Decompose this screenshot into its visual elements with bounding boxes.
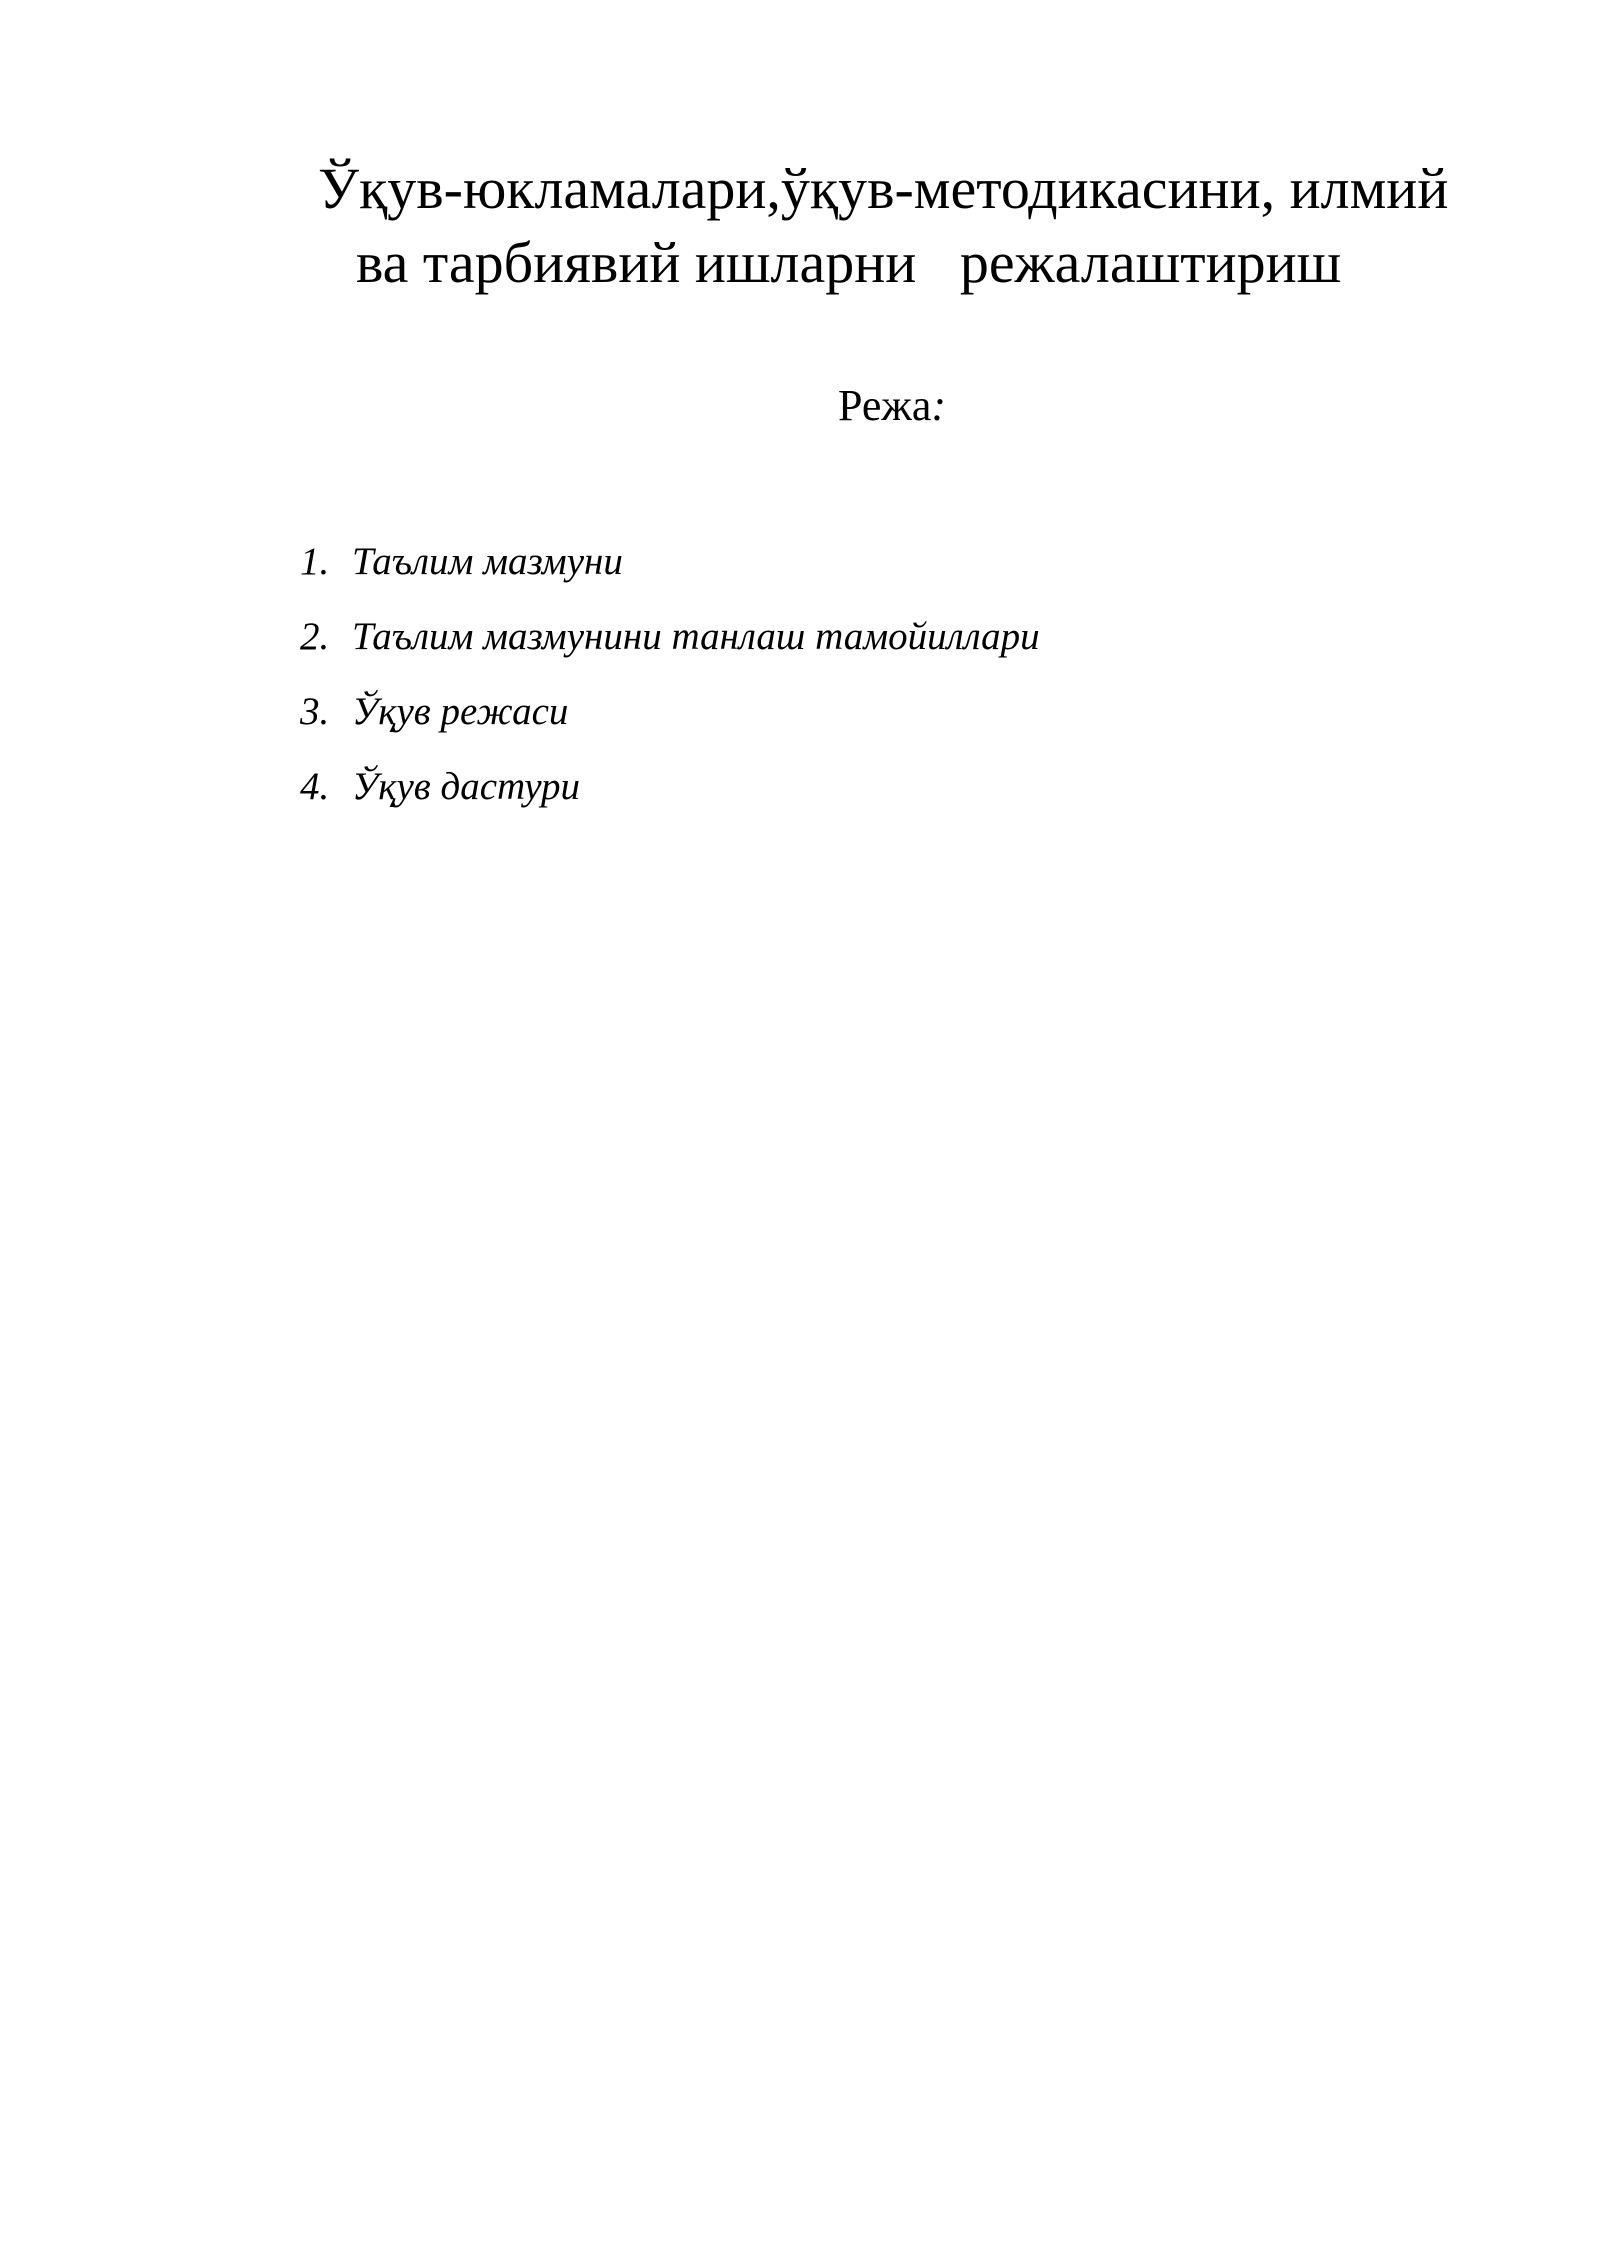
plan-item-text: Ўқув дастури [352,765,581,808]
plan-heading-colon: : [931,381,947,430]
plan-list [300,537,1040,837]
plan-heading-text: Режа [838,381,932,430]
title-line-2: ва тарбиявий ишларни режалаштириш [356,230,1342,295]
plan-item-text: Ўқув режаси [352,690,569,733]
plan-item-number: 2. [300,615,330,658]
plan-item-2 [300,612,1040,662]
plan-item-text: Таълим мазмуни [352,540,623,583]
plan-item-1 [300,537,1040,587]
plan-item-number: 1. [300,540,330,583]
plan-item-number: 4. [300,765,330,808]
page-title [318,152,1518,300]
plan-item-text: Таълим мазмунини танлаш тамойиллари [352,615,1040,658]
plan-item-4 [300,762,1040,812]
plan-heading [838,378,946,434]
plan-item-number: 3. [300,690,330,733]
title-line-1: Ўқув-юкламалари,ўқув-методикасини, илмий [318,156,1449,221]
plan-item-3 [300,687,1040,737]
